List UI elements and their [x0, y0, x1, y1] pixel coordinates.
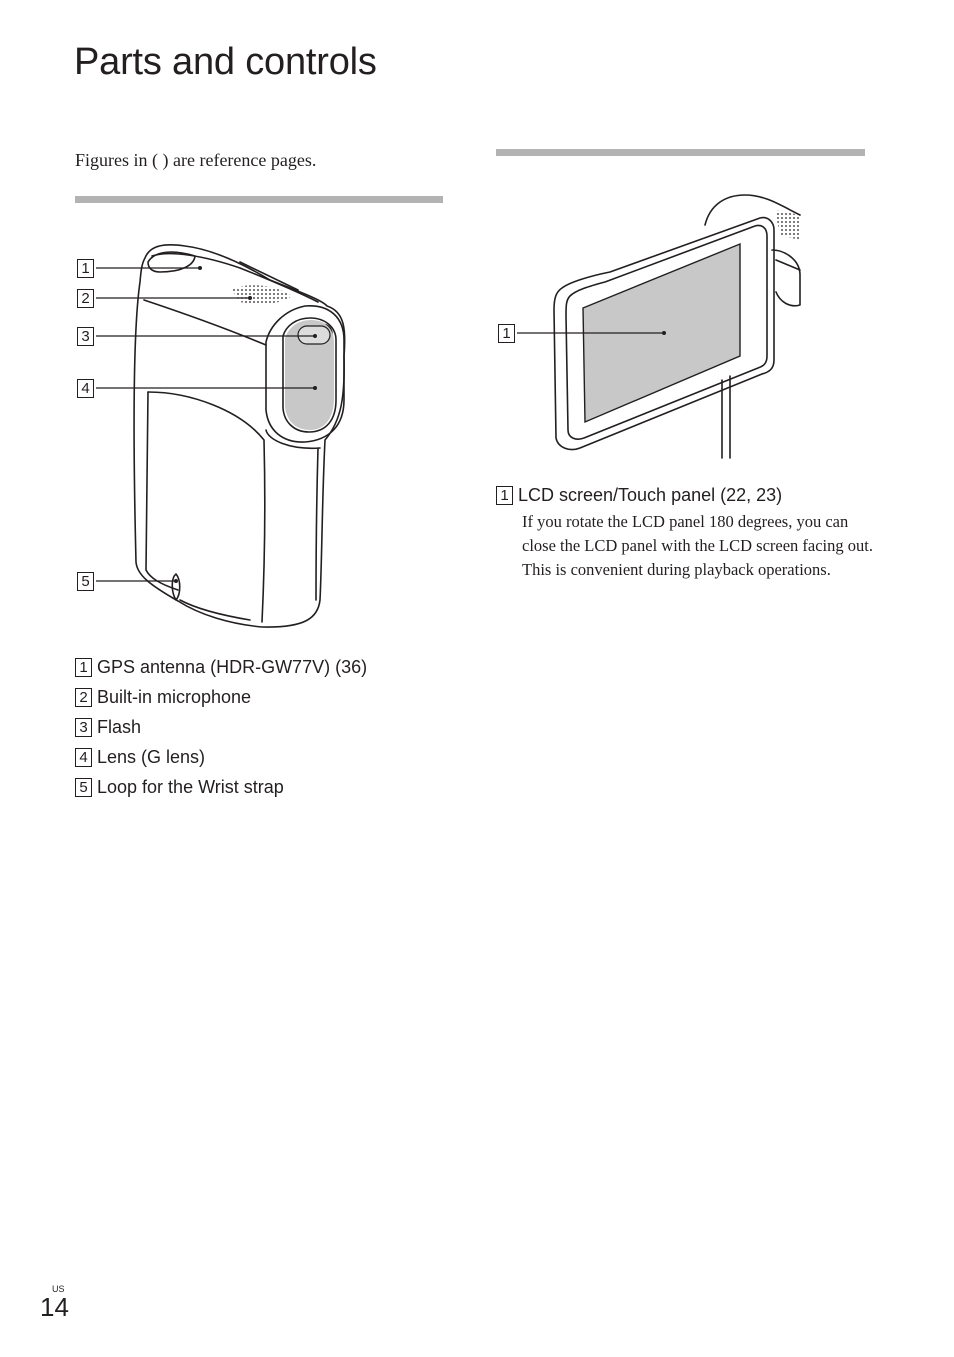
item-number: 1: [496, 486, 513, 505]
callout-2: 2: [77, 289, 94, 308]
callout-3: 3: [77, 327, 94, 346]
page-title: Parts and controls: [74, 41, 377, 83]
front-parts-list: [75, 652, 367, 802]
callout-1: 1: [77, 259, 94, 278]
item-label: Loop for the Wrist strap: [97, 776, 284, 797]
item-label: Flash: [97, 716, 142, 737]
list-item: [75, 652, 367, 682]
item-number: 4: [75, 748, 92, 767]
callout-5: 5: [77, 572, 94, 591]
lcd-callout-1: 1: [498, 324, 515, 343]
list-item: [75, 712, 367, 742]
callout-4: 4: [77, 379, 94, 398]
region-mark: US: [52, 1284, 65, 1294]
list-item: [75, 682, 367, 712]
item-number: 1: [75, 658, 92, 677]
list-item: [75, 772, 367, 802]
lcd-panel-illustration: [480, 180, 820, 470]
item-label: Built-in microphone: [97, 686, 252, 707]
page-number: 14: [40, 1292, 69, 1322]
item-label: LCD screen/Touch panel (22, 23): [518, 484, 783, 505]
item-number: 2: [75, 688, 92, 707]
item-number: 3: [75, 718, 92, 737]
item-label: GPS antenna (HDR-GW77V) (36): [97, 656, 368, 677]
intro-text: Figures in ( ) are reference pages.: [75, 150, 317, 170]
lcd-parts-list: [496, 484, 876, 582]
list-item: [496, 484, 876, 506]
item-label: Lens (G lens): [97, 746, 206, 767]
item-number: 5: [75, 778, 92, 797]
item-description: If you rotate the LCD panel 180 degrees, you can close the LCD panel with the LCD screen facing out. This is convenient during playback operations.: [522, 512, 873, 579]
list-item: [75, 742, 367, 772]
